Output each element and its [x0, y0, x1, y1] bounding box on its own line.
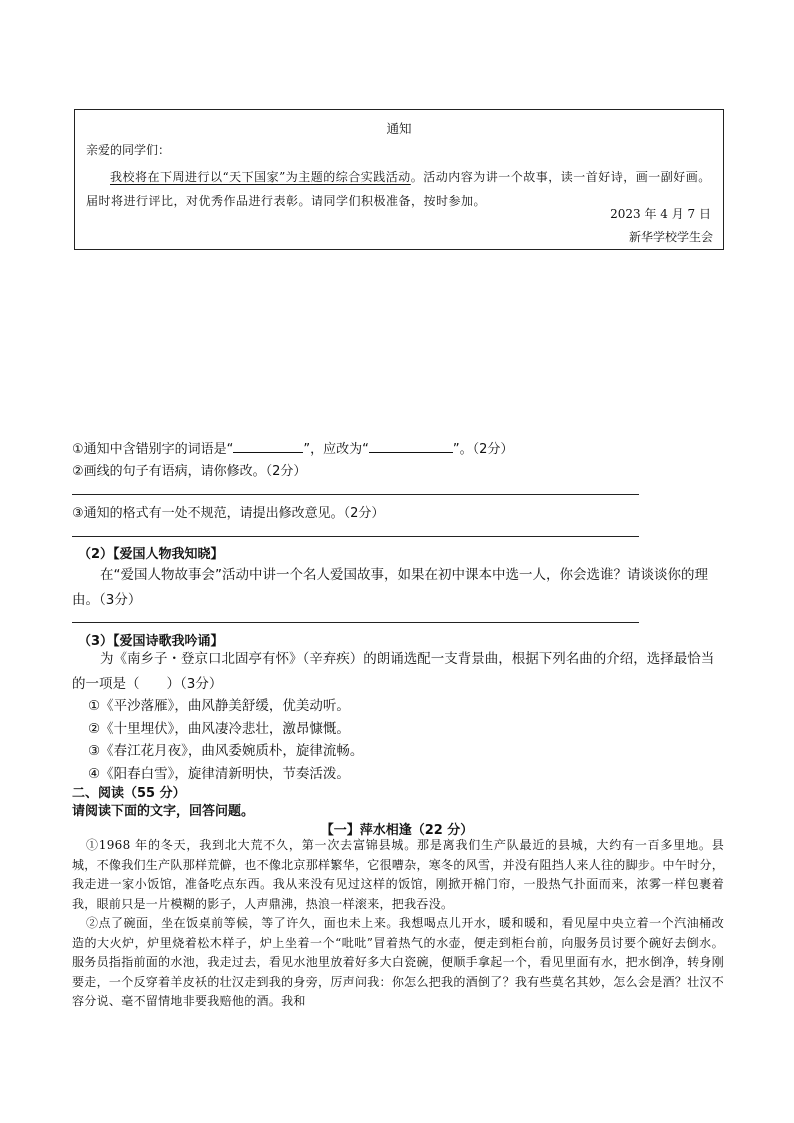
question-1b: ②画线的句子有语病，请你修改。（2分） [72, 464, 307, 479]
answer-blank-correct-word[interactable] [369, 439, 453, 453]
option-1: ①《平沙落雁》，曲风静美舒缓，优美动听。 [88, 698, 350, 714]
part3-heading: （3）【爱国诗歌我吟诵】 [78, 634, 224, 649]
article-title: 【一】萍水相逢（22 分） [320, 823, 474, 838]
question-1a [72, 438, 513, 457]
part3-text: 为《南乡子・登京口北固亭有怀》（辛弃疾）的朗诵选配一支背景曲，根据下列名曲的介绍，选择最恰当的一项是（ ）（3分） [72, 651, 715, 692]
article-paragraph-1: ①1968 年的冬天，我到北大荒不久，第一次去富锦县城。那是离我们生产队最近的县城，大约有一百多里地。县城，不像我们生产队那样荒僻，也不像北京那样繁华，它很嘈杂，寒冬的风雪，并没有阻挡人来人往的脚步。中午时分，我走进一家小饭馆，准备吃点东西。我从来没有见过这样的饭馆，刚掀开棉门帘，一股热气扑面而来，浓雾一样包裹着我，眼前只是一片模糊的影子，人声鼎沸，热浪一样滚来，把我吞没。 [72, 838, 724, 911]
question-1c: ③通知的格式有一处不规范，请提出修改意见。（2分） [72, 506, 385, 521]
notice-body-rest: 。活动内容为讲一个故事，读一首好诗，画一副好画。届时将进行评比，对优秀作品进行表彰。请同学们积极准备，按时参加。 [86, 170, 711, 208]
article-paragraph-2: ②点了碗面，坐在饭桌前等候，等了许久，面也未上来。我想喝点儿开水，暖和暖和，看见屋中央立着一个汽油桶改造的大火炉，炉里烧着松木样子，炉上坐着一个“吡吡”冒着热气的水壶，便走到柜台前，向服务员讨要个碗好去倒水。服务员指指前面的水池，我走过去，看见水池里放着好多大白瓷碗，便顺手拿起一个，看见里面有水，把水倒净，转身刚要走，一个反穿着羊皮袄的壮汉走到我的身旁，厉声问我：你怎么把我的酒倒了？我有些莫名其妙，怎么会是酒？壮汉不容分说、毫不留情地非要我赔他的酒。我和 [72, 916, 724, 1009]
reading-instruction: 请阅读下面的文字，回答问题。 [72, 804, 255, 819]
notice-organizer: 新华学校学生会 [628, 230, 713, 244]
question-1a-pre: ①通知中含错别字的词语是“ [72, 442, 234, 457]
notice-box [74, 109, 724, 250]
option-3: ③《春江花月夜》，曲风委婉质朴，旋律流畅。 [88, 743, 364, 759]
reading-heading: 二、阅读（55 分） [72, 786, 186, 801]
answer-line-part2[interactable] [72, 622, 639, 623]
part2-heading: （2）【爱国人物我知晓】 [78, 547, 224, 562]
notice-greeting: 亲爱的同学们： [86, 143, 171, 157]
option-2: ②《十里埋伏》，曲风凄冷悲壮，激昂慷慨。 [88, 721, 350, 737]
answer-line-1c[interactable] [72, 536, 639, 537]
notice-date: 2023 年 4 月 7 日 [610, 207, 711, 221]
notice-underlined-sentence: 我校将在下周进行以“天下国家”为主题的综合实践活动 [110, 170, 411, 184]
option-4: ④《阳春白雪》，旋律清新明快，节奏活泼。 [88, 766, 350, 782]
question-1a-post: ”。（2分） [452, 442, 514, 457]
answer-blank-wrong-word[interactable] [233, 439, 303, 453]
part2-text: 在“爱国人物故事会”活动中讲一个名人爱国故事，如果在初中课本中选一人，你会选谁？请谈谈你的理由。（3分） [72, 567, 708, 608]
answer-line-1b[interactable] [72, 494, 639, 495]
notice-title: 通知 [386, 121, 412, 136]
question-1a-mid: ”，应改为“ [303, 442, 369, 457]
